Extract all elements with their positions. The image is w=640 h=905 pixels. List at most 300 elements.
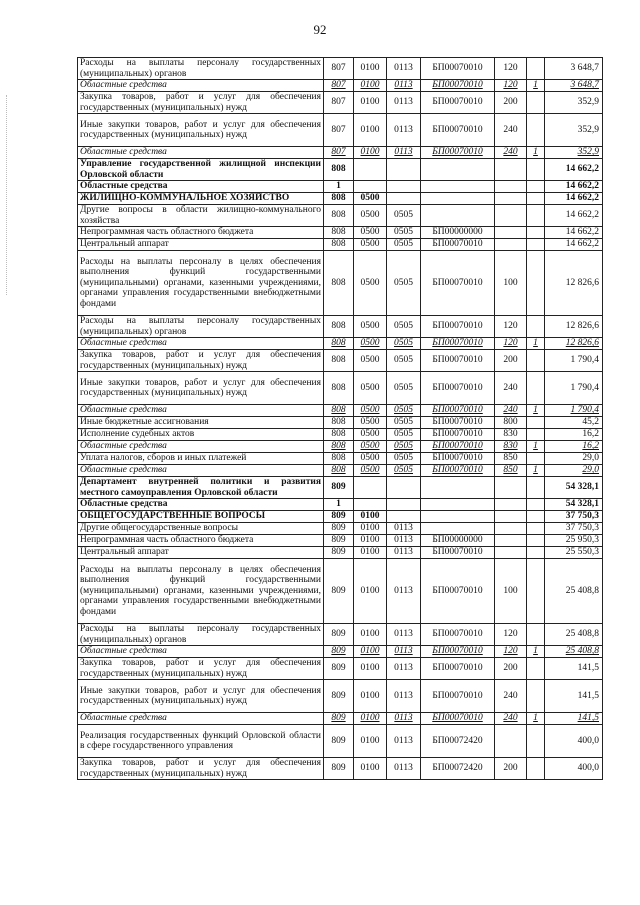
cell-amount: 29,0 xyxy=(545,453,603,465)
cell-description: Расходы на выплаты персоналу государственных (муниципальных) органов xyxy=(78,58,324,80)
cell-expense-type: 100 xyxy=(495,559,527,624)
cell-description: ЖИЛИЩНО-КОММУНАЛЬНОЕ ХОЗЯЙСТВО xyxy=(78,193,324,205)
table-row xyxy=(78,658,603,680)
table-row xyxy=(78,338,603,350)
cell-admin-code: 808 xyxy=(324,441,354,453)
cell-admin-code: 807 xyxy=(324,58,354,80)
cell-subsection xyxy=(387,193,421,205)
cell-description: Другие общегосударственные вопросы xyxy=(78,523,324,535)
cell-description: Областные средства xyxy=(78,338,324,350)
cell-section: 0500 xyxy=(354,441,387,453)
cell-target-article: БП00070010 xyxy=(421,80,495,92)
cell-funding-source xyxy=(527,758,545,780)
cell-amount: 400,0 xyxy=(545,725,603,758)
table-row xyxy=(78,499,603,511)
cell-description: Областные средства xyxy=(78,405,324,417)
cell-target-article xyxy=(421,193,495,205)
cell-description: Иные закупки товаров, работ и услуг для обеспечения государственных (муниципальных) нужд xyxy=(78,680,324,713)
cell-admin-code: 808 xyxy=(324,251,354,316)
cell-funding-source xyxy=(527,429,545,441)
cell-expense-type xyxy=(495,535,527,547)
cell-funding-source xyxy=(527,350,545,372)
cell-expense-type: 830 xyxy=(495,441,527,453)
cell-section: 0500 xyxy=(354,227,387,239)
cell-funding-source xyxy=(527,92,545,114)
cell-funding-source xyxy=(527,251,545,316)
cell-amount: 1 790,4 xyxy=(545,372,603,405)
cell-subsection: 0113 xyxy=(387,624,421,646)
cell-admin-code: 809 xyxy=(324,511,354,523)
cell-section: 0500 xyxy=(354,429,387,441)
cell-description: Закупка товаров, работ и услуг для обеспечения государственных (муниципальных) нужд xyxy=(78,92,324,114)
cell-section: 0100 xyxy=(354,646,387,658)
cell-section: 0500 xyxy=(354,251,387,316)
cell-subsection: 0505 xyxy=(387,205,421,227)
cell-amount: 14 662,2 xyxy=(545,239,603,251)
table-row xyxy=(78,680,603,713)
cell-description: Исполнение судебных актов xyxy=(78,429,324,441)
table-row xyxy=(78,523,603,535)
cell-subsection: 0113 xyxy=(387,658,421,680)
cell-target-article xyxy=(421,159,495,181)
cell-expense-type xyxy=(495,205,527,227)
cell-description: Закупка товаров, работ и услуг для обеспечения государственных (муниципальных) нужд xyxy=(78,658,324,680)
table-row xyxy=(78,58,603,80)
cell-subsection: 0505 xyxy=(387,227,421,239)
budget-table xyxy=(77,57,603,780)
cell-target-article: БП00070010 xyxy=(421,338,495,350)
cell-target-article: БП00070010 xyxy=(421,680,495,713)
cell-admin-code: 807 xyxy=(324,147,354,159)
cell-subsection xyxy=(387,477,421,499)
cell-target-article: БП00070010 xyxy=(421,429,495,441)
cell-admin-code: 808 xyxy=(324,227,354,239)
cell-funding-source xyxy=(527,680,545,713)
table-row xyxy=(78,441,603,453)
cell-funding-source: 1 xyxy=(527,646,545,658)
cell-description: Расходы на выплаты персоналу государственных (муниципальных) органов xyxy=(78,316,324,338)
cell-amount: 3 648,7 xyxy=(545,80,603,92)
cell-expense-type: 120 xyxy=(495,316,527,338)
cell-amount: 54 328,1 xyxy=(545,499,603,511)
cell-section: 0500 xyxy=(354,338,387,350)
cell-section: 0500 xyxy=(354,350,387,372)
cell-expense-type: 200 xyxy=(495,658,527,680)
cell-subsection: 0113 xyxy=(387,147,421,159)
cell-expense-type xyxy=(495,511,527,523)
cell-target-article xyxy=(421,181,495,193)
cell-subsection: 0113 xyxy=(387,114,421,147)
table-row xyxy=(78,239,603,251)
cell-target-article: БП00070010 xyxy=(421,465,495,477)
cell-section: 0100 xyxy=(354,713,387,725)
cell-section: 0100 xyxy=(354,559,387,624)
cell-amount: 352,9 xyxy=(545,92,603,114)
table-row xyxy=(78,159,603,181)
cell-expense-type xyxy=(495,159,527,181)
cell-expense-type xyxy=(495,227,527,239)
cell-target-article: БП00072420 xyxy=(421,758,495,780)
cell-description: Областные средства xyxy=(78,147,324,159)
cell-funding-source: 1 xyxy=(527,405,545,417)
cell-description: Иные закупки товаров, работ и услуг для обеспечения государственных (муниципальных) нужд xyxy=(78,372,324,405)
cell-target-article: БП00070010 xyxy=(421,646,495,658)
cell-expense-type: 120 xyxy=(495,646,527,658)
cell-description: Расходы на выплаты персоналу в целях обеспечения выполнения функций государственными (муниципальными) органами, казенными учреждениями, органами управления государственными внебюджетными фондами xyxy=(78,251,324,316)
cell-expense-type xyxy=(495,523,527,535)
cell-section: 0100 xyxy=(354,523,387,535)
cell-section: 0100 xyxy=(354,80,387,92)
cell-section: 0500 xyxy=(354,453,387,465)
cell-section: 0500 xyxy=(354,405,387,417)
cell-admin-code: 809 xyxy=(324,523,354,535)
cell-admin-code: 808 xyxy=(324,205,354,227)
cell-section: 0100 xyxy=(354,547,387,559)
cell-target-article: БП00070010 xyxy=(421,441,495,453)
cell-section: 0100 xyxy=(354,147,387,159)
cell-admin-code: 808 xyxy=(324,465,354,477)
cell-target-article: БП00070010 xyxy=(421,92,495,114)
table-row xyxy=(78,646,603,658)
table-row xyxy=(78,372,603,405)
cell-expense-type: 120 xyxy=(495,58,527,80)
cell-funding-source xyxy=(527,559,545,624)
cell-amount: 400,0 xyxy=(545,758,603,780)
cell-amount: 1 790,4 xyxy=(545,350,603,372)
scan-edge-mark xyxy=(6,95,8,295)
cell-admin-code: 809 xyxy=(324,758,354,780)
cell-subsection: 0113 xyxy=(387,725,421,758)
cell-description: Закупка товаров, работ и услуг для обеспечения государственных (муниципальных) нужд xyxy=(78,350,324,372)
cell-target-article: БП00070010 xyxy=(421,559,495,624)
cell-funding-source xyxy=(527,535,545,547)
cell-admin-code: 808 xyxy=(324,350,354,372)
cell-expense-type: 830 xyxy=(495,429,527,441)
cell-amount: 141,5 xyxy=(545,658,603,680)
cell-admin-code: 1 xyxy=(324,499,354,511)
cell-section xyxy=(354,477,387,499)
cell-description: Областные средства xyxy=(78,713,324,725)
cell-subsection xyxy=(387,159,421,181)
cell-admin-code: 809 xyxy=(324,646,354,658)
cell-target-article: БП00070010 xyxy=(421,114,495,147)
cell-funding-source xyxy=(527,547,545,559)
cell-subsection xyxy=(387,511,421,523)
cell-section xyxy=(354,159,387,181)
cell-subsection: 0505 xyxy=(387,417,421,429)
cell-funding-source xyxy=(527,453,545,465)
cell-expense-type: 200 xyxy=(495,92,527,114)
cell-section: 0500 xyxy=(354,193,387,205)
cell-admin-code: 809 xyxy=(324,658,354,680)
cell-funding-source xyxy=(527,523,545,535)
cell-target-article: БП00070010 xyxy=(421,713,495,725)
cell-admin-code: 807 xyxy=(324,114,354,147)
cell-amount: 16,2 xyxy=(545,429,603,441)
table-row xyxy=(78,350,603,372)
cell-subsection: 0113 xyxy=(387,80,421,92)
cell-admin-code: 808 xyxy=(324,159,354,181)
cell-subsection: 0113 xyxy=(387,535,421,547)
table-row xyxy=(78,758,603,780)
cell-admin-code: 809 xyxy=(324,624,354,646)
cell-amount: 14 662,2 xyxy=(545,193,603,205)
cell-admin-code: 808 xyxy=(324,372,354,405)
cell-target-article: БП00070010 xyxy=(421,350,495,372)
cell-section: 0100 xyxy=(354,680,387,713)
cell-expense-type xyxy=(495,547,527,559)
cell-expense-type xyxy=(495,477,527,499)
cell-section: 0100 xyxy=(354,114,387,147)
cell-amount: 12 826,6 xyxy=(545,338,603,350)
cell-subsection: 0505 xyxy=(387,465,421,477)
cell-amount: 141,5 xyxy=(545,680,603,713)
cell-admin-code: 808 xyxy=(324,429,354,441)
cell-target-article: БП00070010 xyxy=(421,547,495,559)
cell-funding-source xyxy=(527,159,545,181)
cell-description: Расходы на выплаты персоналу государственных (муниципальных) органов xyxy=(78,624,324,646)
table-row xyxy=(78,114,603,147)
table-row xyxy=(78,316,603,338)
cell-target-article: БП00070010 xyxy=(421,453,495,465)
cell-description: Департамент внутренней политики и развития местного самоуправления Орловской области xyxy=(78,477,324,499)
cell-amount: 25 408,8 xyxy=(545,559,603,624)
cell-amount: 14 662,2 xyxy=(545,181,603,193)
cell-target-article: БП00000000 xyxy=(421,535,495,547)
cell-expense-type xyxy=(495,499,527,511)
cell-target-article: БП00070010 xyxy=(421,624,495,646)
cell-subsection: 0505 xyxy=(387,429,421,441)
cell-subsection xyxy=(387,181,421,193)
cell-expense-type xyxy=(495,193,527,205)
table-row xyxy=(78,547,603,559)
table-row xyxy=(78,713,603,725)
cell-amount: 352,9 xyxy=(545,114,603,147)
cell-funding-source xyxy=(527,193,545,205)
cell-description: Иные закупки товаров, работ и услуг для обеспечения государственных (муниципальных) нужд xyxy=(78,114,324,147)
cell-admin-code: 809 xyxy=(324,680,354,713)
cell-funding-source xyxy=(527,114,545,147)
cell-admin-code: 809 xyxy=(324,535,354,547)
cell-target-article xyxy=(421,205,495,227)
cell-funding-source xyxy=(527,725,545,758)
cell-admin-code: 808 xyxy=(324,239,354,251)
cell-section: 0100 xyxy=(354,58,387,80)
cell-section: 0500 xyxy=(354,239,387,251)
cell-description: Центральный аппарат xyxy=(78,547,324,559)
cell-funding-source xyxy=(527,624,545,646)
cell-amount: 14 662,2 xyxy=(545,205,603,227)
cell-section: 0500 xyxy=(354,417,387,429)
cell-subsection: 0505 xyxy=(387,453,421,465)
table-row xyxy=(78,465,603,477)
table-row xyxy=(78,453,603,465)
cell-amount: 54 328,1 xyxy=(545,477,603,499)
cell-subsection: 0113 xyxy=(387,680,421,713)
cell-amount: 25 550,3 xyxy=(545,547,603,559)
table-row xyxy=(78,92,603,114)
cell-section: 0100 xyxy=(354,758,387,780)
cell-admin-code: 807 xyxy=(324,92,354,114)
cell-expense-type: 240 xyxy=(495,680,527,713)
cell-description: Областные средства xyxy=(78,80,324,92)
cell-description: ОБЩЕГОСУДАРСТВЕННЫЕ ВОПРОСЫ xyxy=(78,511,324,523)
cell-expense-type: 120 xyxy=(495,80,527,92)
cell-amount: 37 750,3 xyxy=(545,523,603,535)
cell-target-article: БП00070010 xyxy=(421,417,495,429)
cell-target-article xyxy=(421,499,495,511)
cell-target-article: БП00070010 xyxy=(421,58,495,80)
cell-description: Управление государственной жилищной инспекции Орловской области xyxy=(78,159,324,181)
cell-target-article: БП00070010 xyxy=(421,239,495,251)
cell-section: 0100 xyxy=(354,535,387,547)
cell-funding-source: 1 xyxy=(527,147,545,159)
cell-funding-source: 1 xyxy=(527,441,545,453)
cell-funding-source: 1 xyxy=(527,465,545,477)
cell-target-article: БП00070010 xyxy=(421,147,495,159)
cell-description: Непрограммная часть областного бюджета xyxy=(78,227,324,239)
cell-amount: 25 950,3 xyxy=(545,535,603,547)
cell-expense-type: 850 xyxy=(495,453,527,465)
cell-admin-code: 808 xyxy=(324,405,354,417)
table-row xyxy=(78,181,603,193)
cell-amount: 16,2 xyxy=(545,441,603,453)
cell-admin-code: 809 xyxy=(324,477,354,499)
table-row xyxy=(78,429,603,441)
cell-expense-type xyxy=(495,239,527,251)
cell-description: Закупка товаров, работ и услуг для обеспечения государственных (муниципальных) нужд xyxy=(78,758,324,780)
cell-funding-source xyxy=(527,372,545,405)
cell-description: Областные средства xyxy=(78,465,324,477)
cell-target-article: БП00070010 xyxy=(421,405,495,417)
cell-admin-code: 808 xyxy=(324,453,354,465)
cell-amount: 25 408,8 xyxy=(545,624,603,646)
cell-amount: 352,9 xyxy=(545,147,603,159)
cell-admin-code: 809 xyxy=(324,559,354,624)
cell-amount: 3 648,7 xyxy=(545,58,603,80)
cell-expense-type: 200 xyxy=(495,758,527,780)
cell-funding-source xyxy=(527,316,545,338)
cell-funding-source xyxy=(527,205,545,227)
cell-expense-type: 850 xyxy=(495,465,527,477)
cell-subsection: 0113 xyxy=(387,92,421,114)
cell-target-article xyxy=(421,477,495,499)
table-row xyxy=(78,205,603,227)
table-row xyxy=(78,80,603,92)
cell-amount: 141,5 xyxy=(545,713,603,725)
cell-expense-type xyxy=(495,181,527,193)
cell-funding-source xyxy=(527,239,545,251)
cell-subsection xyxy=(387,499,421,511)
cell-subsection: 0113 xyxy=(387,713,421,725)
cell-expense-type xyxy=(495,725,527,758)
cell-subsection: 0505 xyxy=(387,405,421,417)
cell-description: Областные средства xyxy=(78,441,324,453)
cell-section: 0100 xyxy=(354,725,387,758)
cell-funding-source xyxy=(527,417,545,429)
cell-subsection: 0505 xyxy=(387,441,421,453)
cell-expense-type: 240 xyxy=(495,114,527,147)
page-number: 92 xyxy=(313,22,327,37)
cell-subsection: 0505 xyxy=(387,350,421,372)
cell-admin-code: 1 xyxy=(324,181,354,193)
cell-amount: 14 662,2 xyxy=(545,227,603,239)
cell-subsection: 0505 xyxy=(387,316,421,338)
cell-target-article: БП00070010 xyxy=(421,316,495,338)
cell-subsection: 0113 xyxy=(387,58,421,80)
cell-funding-source: 1 xyxy=(527,338,545,350)
cell-funding-source xyxy=(527,658,545,680)
table-row xyxy=(78,227,603,239)
table-row xyxy=(78,511,603,523)
cell-expense-type: 240 xyxy=(495,405,527,417)
cell-subsection: 0113 xyxy=(387,523,421,535)
cell-description: Реализация государственных функций Орловской области в сфере государственного управления xyxy=(78,725,324,758)
cell-target-article: БП00070010 xyxy=(421,372,495,405)
cell-expense-type: 800 xyxy=(495,417,527,429)
cell-description: Расходы на выплаты персоналу в целях обеспечения выполнения функций государственными (муниципальными) органами, казенными учреждениями, органами управления государственными внебюджетными фондами xyxy=(78,559,324,624)
table-row xyxy=(78,193,603,205)
cell-amount: 14 662,2 xyxy=(545,159,603,181)
cell-target-article: БП00070010 xyxy=(421,251,495,316)
table-row xyxy=(78,405,603,417)
table-row xyxy=(78,559,603,624)
cell-admin-code: 809 xyxy=(324,547,354,559)
cell-amount: 29,0 xyxy=(545,465,603,477)
cell-description: Областные средства xyxy=(78,646,324,658)
cell-description: Уплата налогов, сборов и иных платежей xyxy=(78,453,324,465)
cell-description: Областные средства xyxy=(78,181,324,193)
table-row xyxy=(78,725,603,758)
cell-admin-code: 808 xyxy=(324,193,354,205)
cell-amount: 45,2 xyxy=(545,417,603,429)
cell-target-article xyxy=(421,523,495,535)
cell-description: Непрограммная часть областного бюджета xyxy=(78,535,324,547)
cell-funding-source xyxy=(527,227,545,239)
cell-target-article: БП00072420 xyxy=(421,725,495,758)
table-row xyxy=(78,477,603,499)
cell-target-article: БП00000000 xyxy=(421,227,495,239)
cell-subsection: 0505 xyxy=(387,338,421,350)
cell-target-article: БП00070010 xyxy=(421,658,495,680)
cell-admin-code: 807 xyxy=(324,80,354,92)
cell-subsection: 0113 xyxy=(387,559,421,624)
table-row xyxy=(78,624,603,646)
cell-funding-source: 1 xyxy=(527,713,545,725)
cell-expense-type: 240 xyxy=(495,147,527,159)
cell-section xyxy=(354,181,387,193)
cell-section: 0100 xyxy=(354,92,387,114)
cell-section: 0100 xyxy=(354,511,387,523)
cell-expense-type: 120 xyxy=(495,338,527,350)
cell-description: Другие вопросы в области жилищно-коммунального хозяйства xyxy=(78,205,324,227)
cell-subsection: 0113 xyxy=(387,547,421,559)
cell-subsection: 0505 xyxy=(387,372,421,405)
cell-section: 0100 xyxy=(354,658,387,680)
table-row xyxy=(78,147,603,159)
cell-admin-code: 808 xyxy=(324,417,354,429)
cell-subsection: 0113 xyxy=(387,646,421,658)
cell-funding-source xyxy=(527,58,545,80)
cell-funding-source xyxy=(527,511,545,523)
cell-admin-code: 809 xyxy=(324,725,354,758)
cell-description: Центральный аппарат xyxy=(78,239,324,251)
cell-section: 0500 xyxy=(354,205,387,227)
cell-expense-type: 240 xyxy=(495,713,527,725)
cell-amount: 25 408,8 xyxy=(545,646,603,658)
cell-subsection: 0113 xyxy=(387,758,421,780)
cell-subsection: 0505 xyxy=(387,239,421,251)
